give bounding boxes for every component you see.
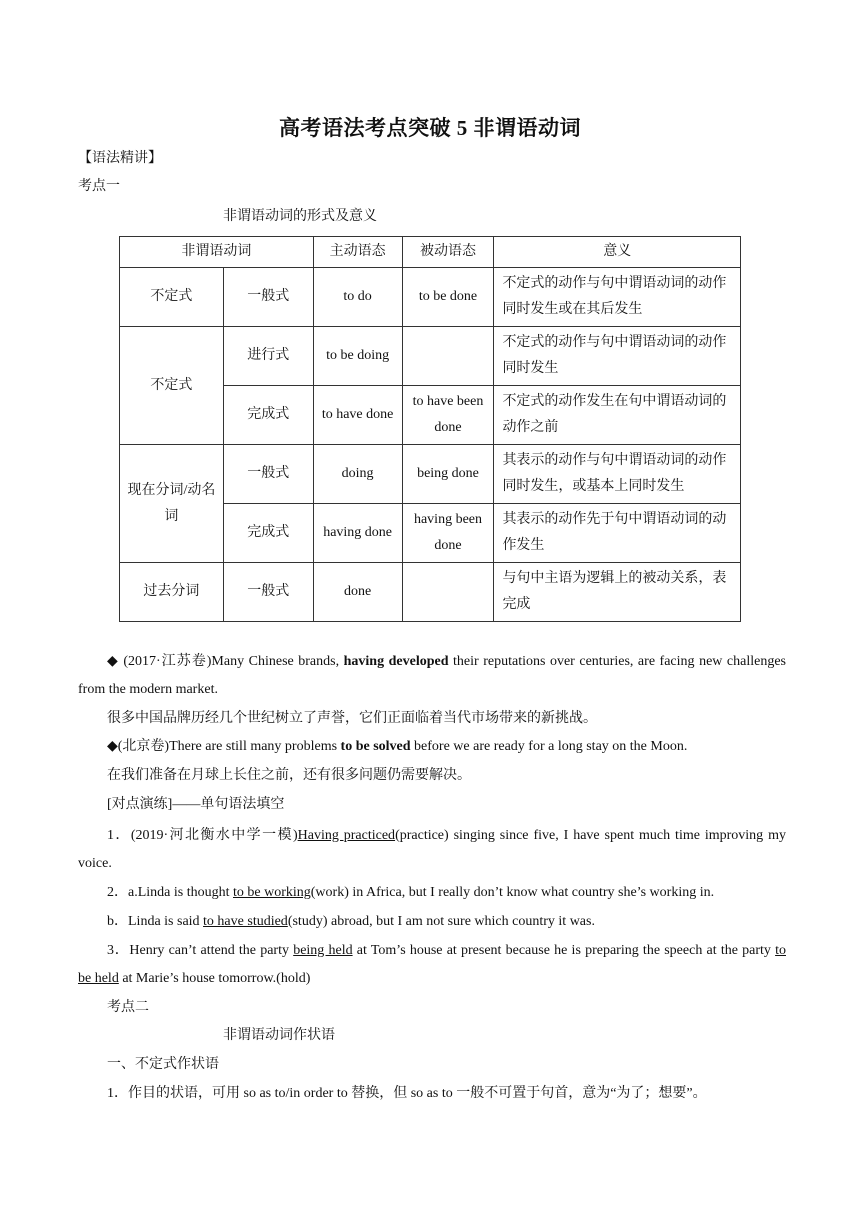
page-title: 高考语法考点突破 5 非谓语动词 [279, 116, 581, 140]
example-1-highlight: having developed [343, 654, 449, 669]
meaning-cell: 不定式的动作与句中谓语动词的动作同时发生 [494, 327, 741, 386]
table-row [120, 445, 741, 504]
meaning-cell: 与句中主语为逻辑上的被动关系，表完成 [494, 563, 741, 622]
active-cell: done [313, 563, 402, 622]
subsection-1-heading: 一、不定式作状语 [107, 1057, 219, 1072]
meaning-cell: 其表示的动作与句中谓语动词的动作同时发生，或基本上同时发生 [494, 445, 741, 504]
kaodian-2-label: 考点二 [107, 1000, 149, 1015]
active-cell: having done [313, 504, 402, 563]
header-meaning: 意义 [494, 237, 741, 268]
header-nonfinite: 非谓语动词 [120, 237, 314, 268]
question-2b-answer: to have studied [203, 914, 288, 929]
question-3-answer-1: being held [293, 943, 353, 958]
question-2a-answer: to be working [233, 885, 311, 900]
meaning-cell: 不定式的动作与句中谓语动词的动作同时发生或在其后发生 [494, 268, 741, 327]
active-cell: doing [313, 445, 402, 504]
example-2-translation: 在我们准备在月球上长住之前，还有很多问题仍需要解决。 [107, 768, 471, 783]
form-cell: 一般式 [223, 445, 313, 504]
section-2-caption: 非谓语动词作状语 [223, 1028, 335, 1043]
question-2b: b．Linda is said to have studied(study) abroad, but I am not sure which country it was. [107, 914, 595, 929]
forms-table [119, 236, 741, 622]
active-cell: to be doing [313, 327, 402, 386]
form-cell: 完成式 [223, 504, 313, 563]
practice-label: [对点演练]——单句语法填空 [107, 797, 285, 812]
active-cell: to do [313, 268, 402, 327]
example-2: ◆(北京卷)There are still many problems to be solved before we are ready for a long stay on the Moon. [107, 739, 688, 754]
section-label: 【语法精讲】 [78, 151, 162, 166]
question-1-answer: Having practiced [297, 828, 396, 843]
passive-cell: being done [402, 445, 494, 504]
category-cell: 不定式 [120, 268, 224, 327]
meaning-cell: 不定式的动作发生在句中谓语动词的动作之前 [494, 386, 741, 445]
table-row [120, 327, 741, 386]
category-cell: 过去分词 [120, 563, 224, 622]
table-row [120, 563, 741, 622]
question-3: 3．Henry can’t attend the party being held at Tom’s house at present because he is preparing the speech at the party to be held at Marie’s house tomorrow.(hold) [78, 943, 786, 986]
passive-cell [402, 327, 494, 386]
question-3-answer-2: to be held [78, 943, 786, 986]
form-cell: 一般式 [223, 268, 313, 327]
passive-cell: to be done [402, 268, 494, 327]
header-active: 主动语态 [313, 237, 402, 268]
passive-cell: to have been done [402, 386, 494, 445]
question-1: 1．(2019·河北衡水中学一模)Having practiced(practice) singing since five, I have spent much time improving my voice. [78, 828, 786, 871]
passive-cell: having been done [402, 504, 494, 563]
question-2a: 2．a.Linda is thought to be working(work) in Africa, but I really don’t know what country she’s working in. [107, 885, 715, 900]
form-cell: 一般式 [223, 563, 313, 622]
form-cell: 完成式 [223, 386, 313, 445]
point-1: 1．作目的状语，可用 so as to/in order to 替换，但 so as to 一般不可置于句首，意为“为了；想要”。 [107, 1086, 707, 1101]
example-2-highlight: to be solved [340, 739, 411, 754]
passive-cell [402, 563, 494, 622]
table-header-row [120, 237, 741, 268]
kaodian-1-label: 考点一 [78, 179, 120, 194]
meaning-cell: 其表示的动作先于句中谓语动词的动作发生 [494, 504, 741, 563]
header-passive: 被动语态 [402, 237, 494, 268]
category-cell: 现在分词/动名词 [120, 445, 224, 563]
active-cell: to have done [313, 386, 402, 445]
example-1-translation: 很多中国品牌历经几个世纪树立了声誉，它们正面临着当代市场带来的新挑战。 [107, 711, 597, 726]
example-1: ◆ (2017·江苏卷)Many Chinese brands, having developed their reputations over centuries, are facing new challenges from the modern market. [78, 654, 787, 697]
form-cell: 进行式 [223, 327, 313, 386]
table-caption: 非谓语动词的形式及意义 [223, 209, 377, 224]
category-cell: 不定式 [120, 327, 224, 445]
table-row [120, 268, 741, 327]
